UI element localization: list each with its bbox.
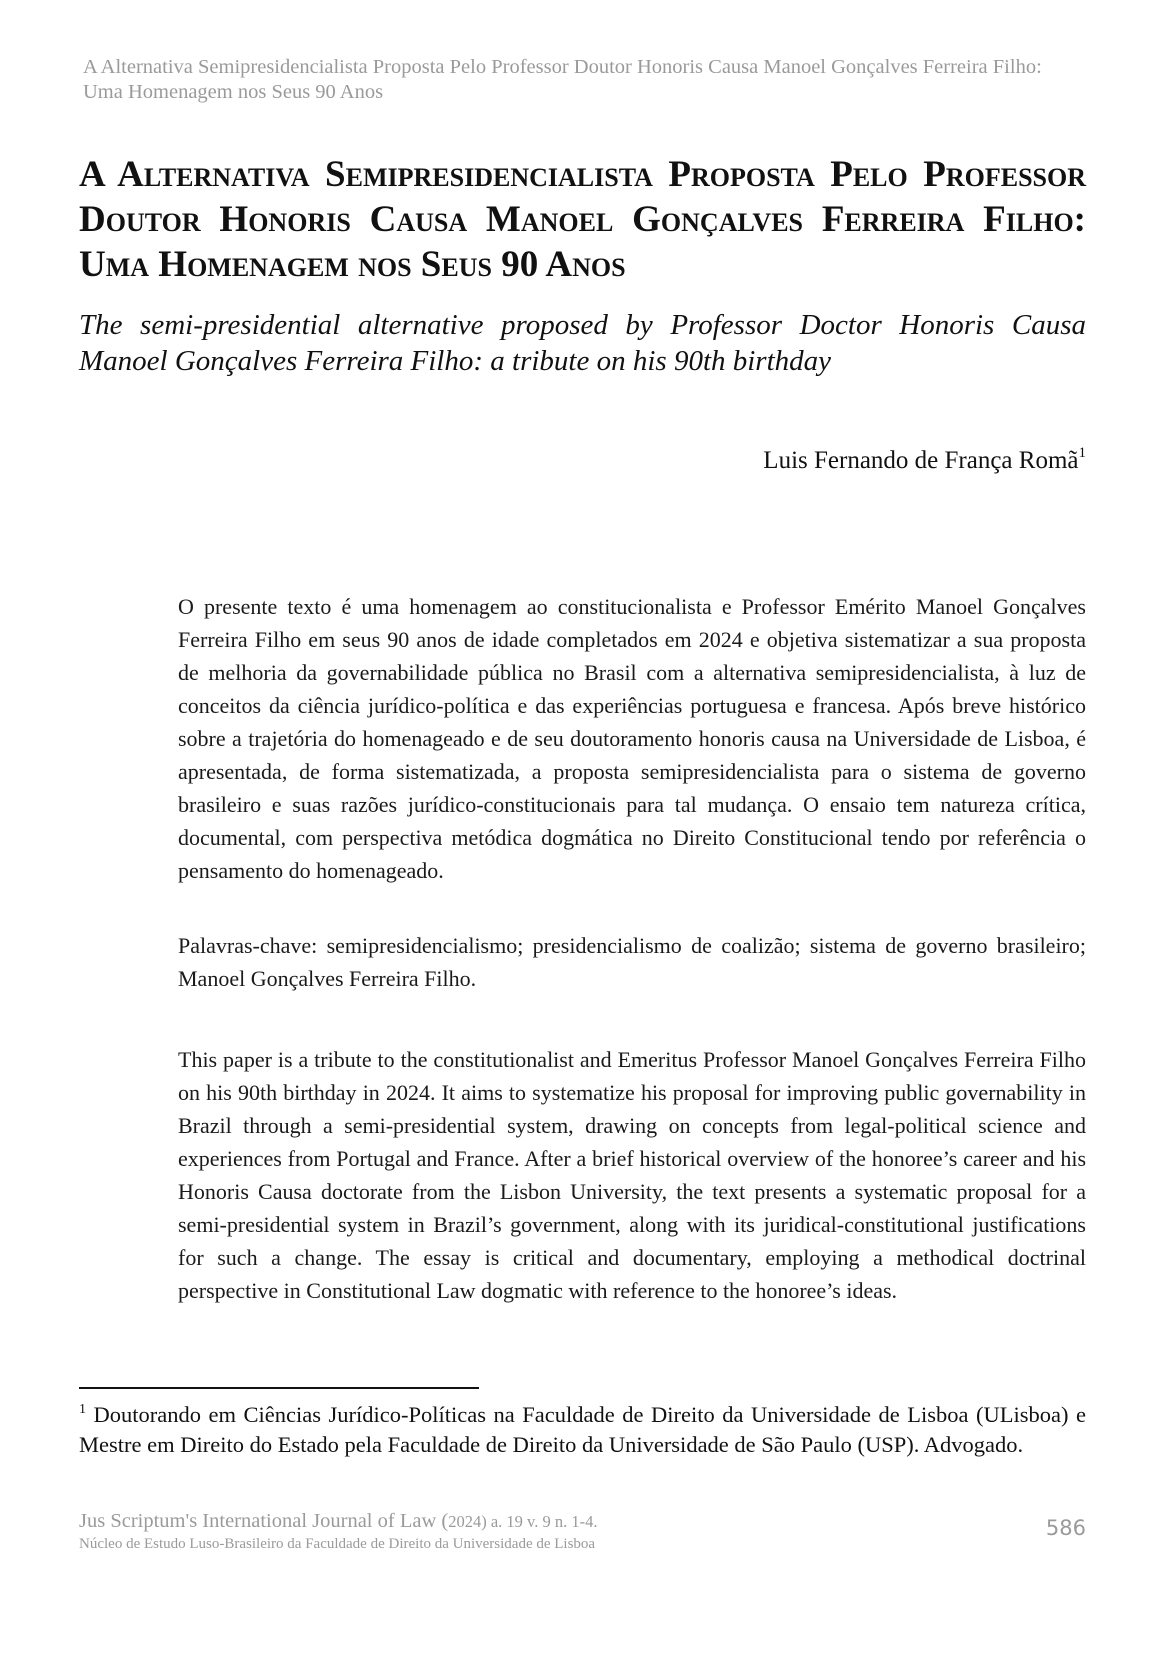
- author-footnote-mark[interactable]: 1: [1078, 445, 1086, 461]
- journal-name: Jus Scriptum's International Journal of Law (: [79, 1510, 449, 1532]
- footnote-divider: [79, 1387, 479, 1389]
- abstract-portuguese: O presente texto é uma homenagem ao constitucionalista e Professor Emérito Manoel Gonçalves Ferreira Filho em seus 90 anos de idade completados em 2024 e objetiva sistematizar a sua proposta de melhoria da governabilidade pública no Brasil com a alternativa semipresidencialista, à luz de conceitos da ciência jurídico-política e das experiências portuguesa e francesa. Após breve histórico sobre a trajetória do homenageado e de seu doutoramento honoris causa na Universidade de Lisboa, é apresentada, de forma sistematizada, a proposta semipresidencialista para o sistema de governo brasileiro e suas razões jurídico-constitucionais para tal mudança. O ensaio tem natureza crítica, documental, com perspectiva metódica dogmática no Direito Constitucional tendo por referência o pensamento do homenageado.: [178, 594, 1086, 883]
- footnote-mark: 1: [79, 1402, 86, 1417]
- article-title: A Alternativa Semipresidencialista Proposta Pelo Professor Doutor Honoris Causa Manoel Gonçalves Ferreira Filho: Uma Homenagem nos Seus 90 Anos: [79, 154, 1086, 285]
- journal-citation: [79, 1509, 597, 1534]
- journal-issue: ) a. 19 v. 9 n. 1-4.: [481, 1512, 598, 1531]
- keywords-portuguese: Palavras-chave: semipresidencialismo; presidencialismo de coalizão; sistema de governo brasileiro; Manoel Gonçalves Ferreira Filho.: [178, 933, 1086, 991]
- page-number: 586: [1045, 1516, 1086, 1540]
- journal-institution: Núcleo de Estudo Luso-Brasileiro da Faculdade de Direito da Universidade de Lisboa: [79, 1536, 596, 1552]
- journal-year: 2024: [448, 1512, 482, 1531]
- footnote-text: Doutorando em Ciências Jurídico-Políticas na Faculdade de Direito da Universidade de Lisboa (ULisboa) e Mestre em Direito do Estado pela Faculdade de Direito da Universidade de São Paulo (USP). Advogado.: [79, 1402, 1087, 1457]
- abstract-english: This paper is a tribute to the constitutionalist and Emeritus Professor Manoel Gonçalves Ferreira Filho on his 90th birthday in 2024. It aims to systematize his proposal for improving public governability in Brazil through a semi-presidential system, drawing on concepts from legal-political science and experiences from Portugal and France. After a brief historical overview of the honoree’s career and his Honoris Causa doctorate from the Lisbon University, the text presents a systematic proposal for a semi-presidential system in Brazil’s government, along with its juridical-constitutional justifications for such a change. The essay is critical and documentary, employing a methodical doctrinal perspective in Constitutional Law dogmatic with reference to the honoree’s ideas.: [178, 1047, 1086, 1303]
- author-line: [763, 446, 1086, 476]
- author-name: Luis Fernando de França Romã: [763, 447, 1079, 474]
- running-header: A Alternativa Semipresidencialista Proposta Pelo Professor Doutor Honoris Causa Manoel Gonçalves Ferreira Filho: Uma Homenagem nos Seus 90 Anos: [83, 56, 1042, 103]
- footnote: [79, 1400, 1086, 1460]
- article-subtitle: The semi-presidential alternative proposed by Professor Doctor Honoris Causa Manoel Gonçalves Ferreira Filho: a tribute on his 90th birthday: [79, 309, 1086, 377]
